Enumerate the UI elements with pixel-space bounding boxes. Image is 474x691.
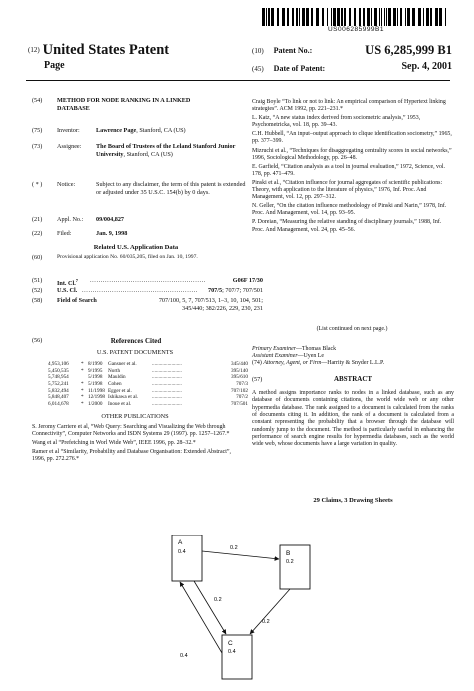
- us-cl-dots: ......................................................: [82, 287, 198, 294]
- claims-count: 29 Claims, 3 Drawing Sheets: [313, 497, 393, 504]
- assistant-examiner-label: Assistant Examiner: [252, 353, 298, 360]
- node-c-box: [222, 635, 252, 679]
- abstract-title: ABSTRACT: [333, 375, 373, 383]
- barcode: [262, 8, 450, 26]
- us-doc-dots: .......................: [152, 374, 182, 381]
- attorney-code: (74): [252, 360, 262, 367]
- header-rule: [26, 80, 450, 81]
- patent-number: US 6,285,999 B1: [365, 43, 452, 57]
- publication-citation: P. Doreian, “Measuring the relative standing of disciplinary journals,” 1988, Inf. Proc. And Management, vol. 24, pp. 45–56.: [252, 219, 442, 233]
- abstract-code: (57): [252, 376, 263, 383]
- us-doc-date: 11/1998: [88, 387, 105, 394]
- us-doc-name: North: [108, 367, 121, 374]
- us-doc-row: [48, 388, 248, 395]
- us-doc-number: 5,832,494: [48, 387, 69, 394]
- us-doc-name: Ishikawa et al.: [108, 394, 139, 401]
- us-doc-name: Gansner et al.: [108, 361, 137, 367]
- field-of-search: [32, 297, 272, 327]
- edge-b-c-weight: 0.2: [262, 619, 270, 625]
- primary-examiner-label: Primary Examiner: [252, 346, 297, 352]
- filed-code: (22): [32, 230, 43, 237]
- us-doc-dots: .......................: [152, 394, 182, 401]
- barcode-bar: [446, 8, 449, 26]
- primary-examiner-name: —Thomas Black: [296, 346, 337, 352]
- provisional-code: (60): [32, 254, 43, 261]
- country-prefix: (12): [28, 46, 40, 54]
- us-doc-row: [48, 381, 248, 388]
- us-doc-date: 9/1995: [88, 367, 103, 374]
- filed-field: [32, 230, 272, 238]
- us-doc-name: Mauldin: [108, 374, 126, 381]
- us-doc-name: Cohen: [108, 381, 122, 388]
- node-c-value: 0.4: [228, 649, 236, 655]
- publication-citation: Pinski et al., “Citation influence for journal aggregates of scientific publications: Theory, with application to the literature of physics,” 1976, Inf. Proc. And Management, vol. 12, pp. 297–312.: [252, 179, 443, 201]
- us-doc-date: 5/1998: [88, 374, 103, 381]
- int-cl-value: G06F 17/30: [232, 277, 263, 284]
- us-cl-rest: ; 707/7; 707/501: [222, 287, 263, 294]
- us-doc-number: 6,014,678: [48, 401, 69, 408]
- us-doc-star: *: [81, 361, 84, 367]
- node-a-label: A: [178, 539, 183, 546]
- primary-examiner: [252, 346, 454, 353]
- provisional-text: Provisional application No. 60/035,205, filed on Jan. 10, 1997.: [57, 254, 198, 260]
- list-continued: (List continued on next page.): [316, 326, 388, 332]
- publication-citation: S. Jeromy Carriere et al, “Web Query: Searching and Visualizing the Web through Connectivity”, Computer Networks and ISDN Systems 29 (1997). pp. 1257–1267.*: [32, 424, 230, 438]
- edge-a-to-c: [194, 581, 226, 634]
- node-a-box: [172, 535, 202, 581]
- attorney-name: —Harrity & Snyder L.L.P.: [321, 360, 385, 367]
- us-doc-star: *: [81, 387, 84, 394]
- notice-text: Subject to any disclaimer, the term of this patent is extended or adjusted under 35 U.S.C. 154(b) by 0 days.: [96, 181, 246, 196]
- int-cl-dots: ......................................................: [90, 277, 206, 284]
- us-doc-number: 5,450,535: [48, 367, 69, 374]
- references-title: References Cited: [110, 337, 162, 345]
- assignee-location: , Stanford, CA (US): [123, 150, 173, 158]
- publication-citation: N. Geller, “On the citation influence methodology of Pinski and Narin,” 1978, Inf. Proc. And Management, vol. 14, pp. 93–95.: [252, 203, 447, 217]
- us-doc-class: 395/140: [230, 367, 248, 374]
- date-prefix: (45): [252, 65, 264, 73]
- us-doc-row: [48, 361, 248, 368]
- us-doc-star: *: [81, 401, 84, 408]
- node-b-value: 0.2: [286, 559, 294, 565]
- edge-a-to-b: [202, 551, 279, 559]
- us-doc-name: Egger et al.: [108, 387, 132, 394]
- us-doc-dots: .......................: [152, 367, 182, 374]
- edge-c-a-weight: 0.4: [180, 653, 188, 659]
- us-doc-star: *: [81, 381, 84, 388]
- barcode-number: US006285999B1: [327, 26, 384, 33]
- invention-title: METHOD FOR NODE RANKING IN A LINKED DATABASE: [57, 97, 191, 112]
- us-cl-code: (52): [32, 287, 43, 294]
- us-doc-class: 707/102: [230, 387, 248, 394]
- int-cl-sup: 7: [75, 278, 78, 283]
- us-doc-row: [48, 401, 248, 408]
- inventor-label: Inventor:: [57, 127, 80, 134]
- us-doc-number: 4,953,106: [48, 361, 69, 367]
- int-cl-field: [32, 277, 272, 288]
- other-pubs-title: OTHER PUBLICATIONS: [101, 413, 169, 420]
- publication-citation: Craig Boyle “To link or not to link: An empirical comparison of Hypertext linking strategies”. ACM 1992, pp. 221–231.*: [252, 99, 446, 113]
- us-doc-class: 707/2: [236, 394, 248, 401]
- attorney-label: Attorney, Agent, or Firm: [263, 360, 322, 367]
- filed-date: Jan. 9, 1998: [96, 230, 128, 237]
- appl-label: Appl. No.:: [57, 216, 84, 223]
- attorney: [252, 360, 454, 367]
- us-doc-dots: .......................: [152, 381, 182, 388]
- node-b-label: B: [286, 550, 291, 557]
- publication-citation: E. Garfield, “Citation analysis as a tool in journal evaluation,” 1972, Science, vol. 178, pp. 471–479.: [252, 163, 446, 177]
- patent-date-row: [252, 61, 452, 73]
- search-value: 707/100, 5, 7, 707/513, 1–3, 10, 104, 501; 345/440; 382/226, 229, 230, 231: [158, 297, 263, 312]
- us-doc-dots: .......................: [152, 387, 182, 394]
- examiners-block: [252, 346, 454, 367]
- node-a-value: 0.4: [178, 549, 186, 555]
- us-doc-date: 5/1998: [88, 381, 103, 388]
- other-pubs-right: [252, 99, 452, 236]
- patent-no-label: Patent No.:: [273, 46, 313, 55]
- us-doc-date: 12/1998: [88, 394, 106, 401]
- us-cl-value: 707/5: [207, 287, 223, 294]
- inventor-value: [96, 127, 263, 135]
- us-doc-star: *: [81, 394, 84, 401]
- patent-number-row: [252, 43, 452, 57]
- abstract-text: A method assigns importance ranks to nodes in a linked database, such as any database of documents containing citations, the world wide web or any other hypermedia database. The rank assigned to a document is calculated from the ranks of documents citing it. In addition, the rank of a document is calculated from a constant representing the probability that a browser through the database will randomly jump to the document. The method is particularly useful in enhancing the performance of search engine results for hypermedia databases, such as the world wide web, whose documents have a large variation in quality.: [252, 390, 454, 448]
- us-doc-class: 345/440: [230, 361, 248, 367]
- assistant-examiner-name: —Uyen Le: [297, 353, 324, 360]
- assignee-value: [96, 143, 246, 158]
- node-b-box: [280, 545, 310, 589]
- related-data-title: Related U.S. Application Data: [93, 244, 179, 251]
- inventor-code: (75): [32, 127, 43, 134]
- us-doc-number: 5,848,407: [48, 394, 69, 401]
- us-doc-star: *: [81, 367, 84, 374]
- patent-country: [28, 42, 169, 59]
- patent-no-prefix: (10): [252, 47, 264, 55]
- us-doc-class: 395/610: [230, 374, 248, 381]
- us-docs-table: [48, 361, 248, 408]
- int-cl-label: Int. Cl.: [57, 280, 76, 288]
- us-cl-label: U.S. Cl.: [57, 287, 78, 294]
- us-doc-date: 8/1990: [88, 361, 103, 367]
- node-c-label: C: [228, 640, 233, 647]
- provisional-field: [32, 254, 272, 270]
- us-doc-row: [48, 394, 248, 401]
- edge-b-to-c: [250, 589, 290, 634]
- us-doc-name: Inoue et al.: [108, 401, 132, 408]
- date-label: Date of Patent:: [273, 64, 326, 73]
- search-code: (58): [32, 297, 43, 304]
- ranking-figure: [150, 535, 330, 685]
- notice-code: ( * ): [32, 181, 43, 188]
- notice-field: [32, 181, 272, 205]
- assignee-name: The Board of Trustees of the Leland Stanford Junior University: [96, 143, 236, 158]
- publication-citation: L. Katz, “A new status index derived from sociometric analysis,” 1953, Psychometricka, vol. 18, pp. 39–43.: [252, 115, 421, 129]
- search-label: Field of Search: [57, 297, 97, 304]
- assignee-field: [32, 143, 272, 167]
- title-code: (54): [32, 97, 43, 104]
- abstract-header: [252, 375, 454, 385]
- assignee-code: (73): [32, 143, 43, 150]
- inventor-field: [32, 127, 272, 135]
- appl-number: 09/004,827: [96, 216, 125, 223]
- us-doc-row: [48, 374, 248, 381]
- assignee-label: Assignee:: [57, 143, 82, 150]
- other-pubs-left: [32, 424, 238, 465]
- us-cl-field: [32, 287, 272, 295]
- inventor-name: Lawrence Page: [96, 127, 137, 134]
- publication-citation: Ramer et al “Similarity, Probability and Database Organisation: Extended Abstract”, 1996, pp. 272.276.*: [32, 449, 231, 463]
- notice-label: Notice:: [57, 181, 76, 188]
- us-doc-row: [48, 368, 248, 375]
- us-doc-class: 707/501: [230, 401, 248, 408]
- int-cl-code: (51): [32, 277, 43, 284]
- us-doc-number: 5,748,954: [48, 374, 69, 381]
- edge-a-c-weight: 0.2: [214, 597, 222, 603]
- publication-citation: Wang et al “Prefetching in Worl Wide Web”, IEEE 1996, pp. 28–32.*: [32, 440, 196, 447]
- edge-a-b-weight: 0.2: [230, 545, 238, 551]
- publication-citation: C.H. Hubbell, “An input–output approach to clique identification sociometry,” 1965, pp. 377–399.: [252, 131, 452, 145]
- appl-field: [32, 216, 272, 224]
- us-cl-values: [32, 287, 263, 295]
- publication-citation: Mizruchi et al., “Techniques for disaggregating centrality scores in social networks,” 1996, Sociological Methodology, pp. 26–48.: [252, 147, 452, 161]
- title-field: [32, 97, 272, 113]
- us-doc-number: 5,752,241: [48, 381, 69, 388]
- filed-label: Filed:: [57, 230, 72, 237]
- us-doc-dots: .......................: [152, 361, 182, 367]
- us-doc-class: 707/3: [236, 381, 248, 388]
- appl-code: (21): [32, 216, 43, 223]
- inventor-surname: Page: [44, 60, 65, 71]
- us-doc-date: 1/2000: [88, 401, 103, 408]
- us-docs-title: U.S. PATENT DOCUMENTS: [96, 349, 174, 356]
- us-doc-dots: .......................: [152, 401, 182, 408]
- references-code: (56): [32, 337, 43, 344]
- patent-date: Sep. 4, 2001: [401, 61, 452, 72]
- country-text: United States Patent: [42, 42, 170, 58]
- search-value-wrap: [150, 297, 263, 312]
- inventor-location: , Stanford, CA (US): [136, 127, 186, 134]
